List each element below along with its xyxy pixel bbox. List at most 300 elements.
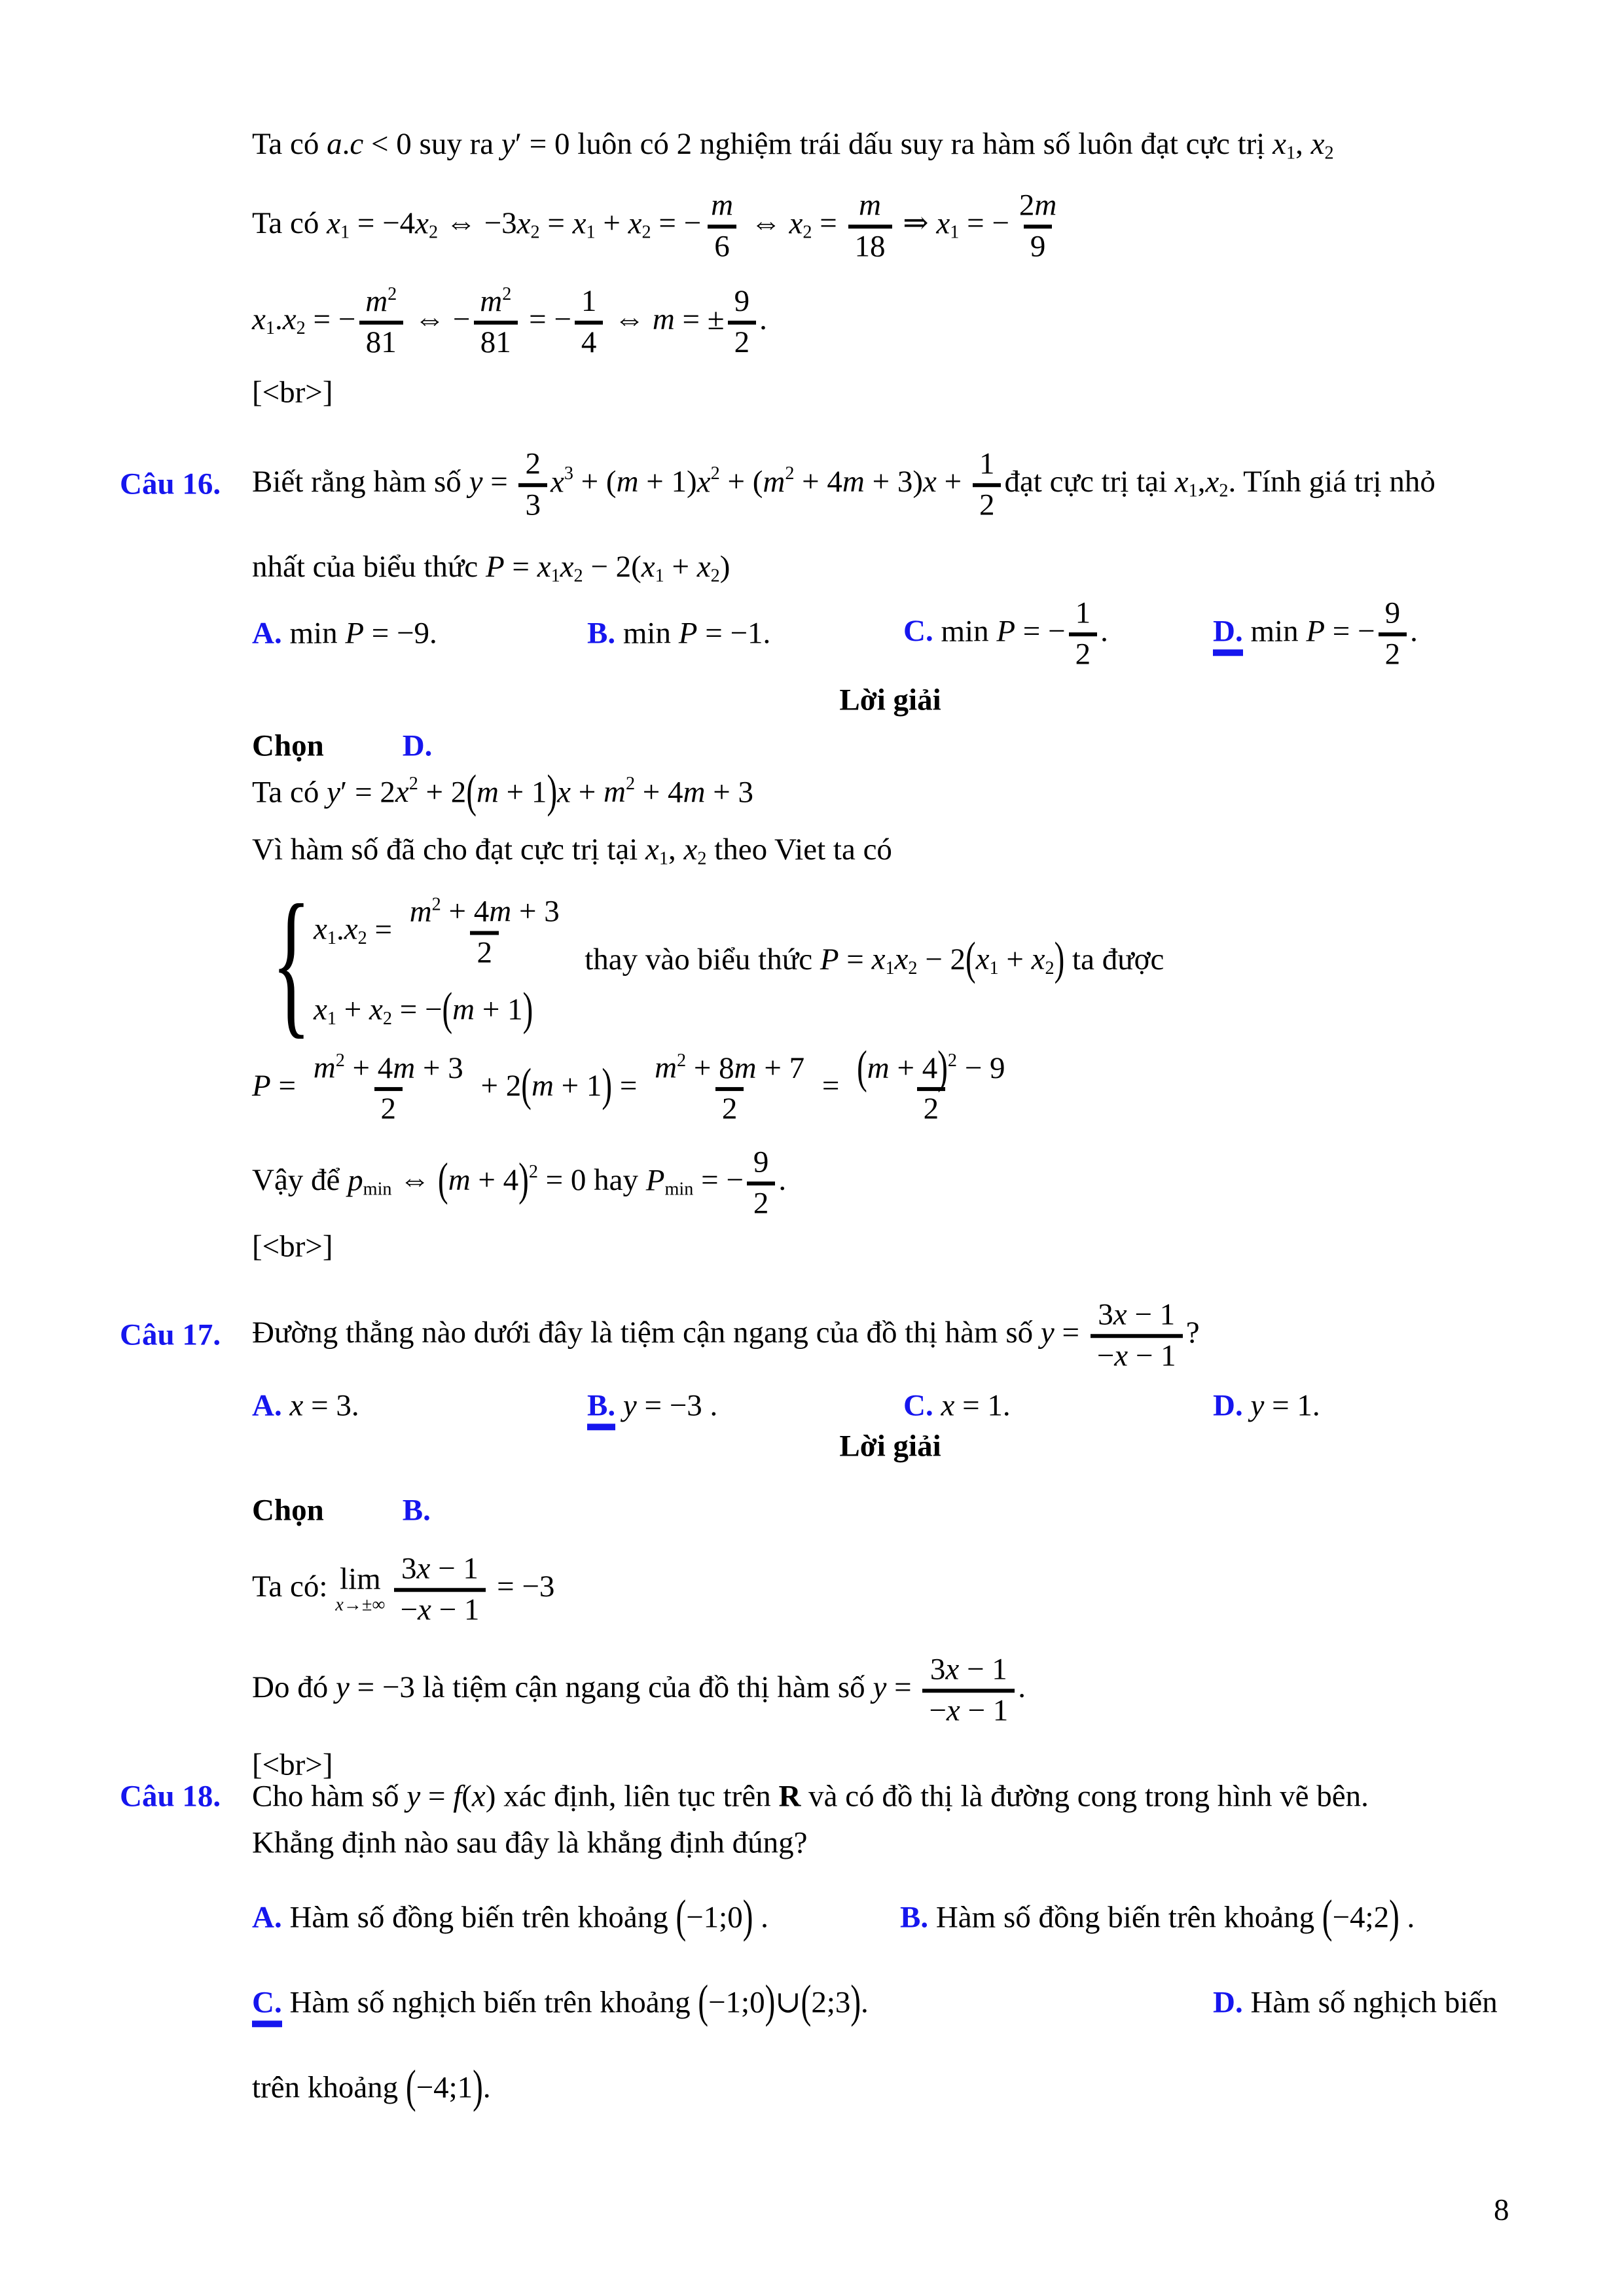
math-variable: x [1205,464,1219,499]
fraction [973,447,1001,522]
fraction-numerator [575,285,604,321]
fraction-denominator [848,224,892,263]
system-row [314,984,569,1035]
tall-paren: ( [521,1060,532,1111]
math-variable: x [894,942,909,977]
subscripted-term [314,992,336,1029]
math-variable: m [867,1050,890,1085]
math-text: Ta có [252,127,327,162]
option-letter: D. [1213,1985,1243,2020]
fraction-denominator [922,1689,1015,1727]
fraction-numerator [403,895,566,931]
superscripted-term [550,465,573,499]
math-text: ⇔ [743,206,789,240]
tall-paren: ) [742,1892,753,1943]
math-text: − 1 [960,1693,1009,1727]
math-text: = [482,464,516,499]
math-text: = [270,1068,304,1103]
math-text: ta được [1064,942,1164,977]
tall-paren: ) [850,1977,861,2028]
system-row [314,895,569,969]
math-text: . [861,1985,869,2020]
math-variable: x [557,775,571,810]
limit-word: lim [340,1562,381,1596]
math-text: − 1 [1128,1338,1176,1372]
system-brace: { [272,871,311,1053]
limit-subscript [335,1596,385,1614]
option-text [1250,1985,1497,2019]
fraction-numerator [1069,596,1098,632]
question-16-body-line-1 [252,447,1435,522]
math-text: = [886,1670,920,1704]
tall-paren: ) [518,1154,529,1206]
superscripted-term [480,285,511,318]
subscripted-term [415,206,439,243]
fraction-numerator [973,447,1001,483]
option-letter: C. [903,613,933,648]
math-variable: x [1031,942,1045,977]
subscript: 2 [803,222,812,243]
subscripted-term [936,206,960,243]
math-text: 2 [734,325,750,359]
solution-equation-line [252,1042,1015,1126]
question-17-option-b-correct [587,1388,717,1424]
math-text: − 9 [957,1050,1005,1085]
superscripted-term [697,465,720,499]
math-variable: P [678,616,698,651]
math-variable: y [1040,1315,1055,1350]
math-text: →±∞ [343,1594,386,1615]
math-text: = [504,550,537,584]
option-text [289,1892,768,1943]
question-17-label: Câu 17. [120,1318,221,1352]
math-text: . [336,912,344,946]
question-17-option-c [903,1388,1011,1424]
subscripted-term [645,1162,694,1200]
math-text: + 4 [889,1050,938,1085]
math-text: Cho hàm số [252,1779,407,1814]
math-variable: x [369,992,383,1027]
question-16-body-line-2 [252,549,730,587]
fraction-numerator [518,447,547,483]
subscript: 2 [296,318,306,339]
math-variable: m [763,464,785,499]
math-variable: x [1174,464,1189,499]
math-text: − 1 [431,1592,480,1626]
math-text: + 3 [415,1050,463,1085]
solution-heading: Lời giải [839,683,941,717]
math-text: + 1 [498,775,547,810]
math-variable: m [683,775,706,810]
fraction-denominator [394,1588,486,1626]
subscript: 1 [989,958,999,979]
math-text: , [668,833,684,867]
math-text: Do đó [252,1670,336,1704]
fraction-numerator [1013,188,1063,224]
math-text: Ta có [252,206,327,240]
math-variable: x [1113,1297,1127,1332]
math-text: theo Viet ta có [706,833,892,867]
subscripted-term [645,833,668,867]
math-text: 9 [753,1145,769,1179]
math-variable: x [941,1388,955,1423]
superscript: 2 [710,463,720,484]
math-variable: x [471,1779,486,1814]
math-bold-symbol: R [778,1779,801,1814]
subscripted-term [282,302,306,339]
option-text [289,616,437,650]
math-text: = 1. [954,1388,1011,1423]
math-text: . Tính giá trị nhỏ [1228,464,1435,499]
math-text: 2 [380,1092,396,1126]
math-variable: m [734,1050,757,1085]
math-text: + [336,992,369,1027]
math-text: = −3 là tiệm cận ngang của đồ thị hàm số [349,1670,873,1704]
subscripted-term [537,550,560,584]
fraction-numerator [850,1042,1011,1094]
math-text: − 2( [583,550,641,584]
superscript: 3 [564,463,573,484]
math-text: = − [521,302,571,336]
solution-text-line [252,126,1334,164]
math-text: 2 [1075,637,1091,671]
fraction [1013,188,1063,263]
math-variable: P [485,550,505,584]
math-text: Ta có: [252,1569,336,1604]
option-text [935,1892,1415,1943]
solution-equation-line [252,766,754,818]
math-text: + 2 [473,1068,522,1103]
math-text: 1 [1075,596,1091,630]
math-text: 2 [1019,188,1035,223]
math-text: ⇒ [895,206,937,240]
fraction [704,188,740,263]
math-text: −1;0 [686,1900,743,1935]
math-text: = − [1325,613,1375,648]
fraction-numerator [1379,596,1407,632]
spacer [933,1388,941,1422]
math-text: Hàm số nghịch biến trên khoảng [289,1985,698,2020]
math-text: + ( [573,464,617,499]
math-variable: m [652,302,675,336]
question-16-label: Câu 16. [120,467,221,501]
fraction [473,285,518,359]
superscripted-term [948,1051,957,1085]
subscripted-term [344,912,367,949]
answer-choice-line [252,728,432,764]
question-18-option-c-correct [252,1977,869,2028]
fraction-numerator [1091,1298,1182,1334]
math-text: − 2 [917,942,966,977]
math-text: − 1 [959,1652,1007,1687]
math-text: + [998,942,1032,977]
subscripted-term [516,206,540,243]
math-text: 2 [923,1092,939,1126]
math-text: = [1054,1315,1087,1350]
math-text: . [1399,1900,1415,1935]
math-variable: x [252,302,266,336]
math-variable: x [936,206,950,240]
subscript: 2 [357,928,367,949]
fraction-numerator [395,1552,485,1588]
math-text: + 4 [470,1162,519,1197]
math-text: . [778,1162,787,1197]
subscript: 1 [1286,143,1296,164]
fraction-numerator [307,1051,470,1087]
math-text: Hàm số đồng biến trên khoảng [935,1900,1322,1935]
math-variable: m [365,284,388,319]
subscripted-term [684,833,707,867]
subscripted-term [895,942,918,977]
math-text: ⇔ −3 [438,206,517,240]
math-text: 18 [854,229,886,263]
subscripted-term [1032,942,1055,977]
math-text: = 1. [1264,1388,1320,1423]
spacer [282,1388,290,1422]
fraction [747,1145,776,1220]
spacer [615,616,623,650]
superscripted-term [763,465,794,499]
subscript: 2 [641,222,651,243]
fraction [922,1653,1015,1727]
math-text: 4 [581,325,597,359]
question-16-option-c [903,596,1108,671]
fraction [307,1051,470,1126]
math-variable: y [501,127,515,162]
math-text: 1 [979,446,995,481]
math-text: min [1250,613,1307,648]
subscripted-term [789,206,812,243]
math-text: 2 [753,1186,769,1220]
break-marker: [<br>] [252,1748,333,1782]
option-text [623,1388,717,1422]
math-text: − [929,1693,947,1727]
option-letter-underlined: C. [252,1985,282,2027]
fraction-denominator [715,1087,744,1126]
math-text: 2 [477,935,492,970]
math-variable: x [550,464,564,499]
tall-paren: ) [522,984,533,1035]
math-variable: m [842,464,865,499]
math-variable: x [628,206,642,240]
subscript: 2 [697,848,707,869]
math-text: + 3 [705,775,754,810]
math-text: nhất của biểu thức [252,550,486,584]
math-text: + [595,206,628,240]
superscripted-term [604,775,635,809]
math-variable: x [871,942,886,977]
math-text: = [367,912,400,946]
solution-heading: Lời giải [839,1429,941,1463]
chon-label: Chọn [252,1493,324,1528]
fraction [848,188,892,263]
math-text: = − [1015,613,1066,648]
question-18-option-b [900,1892,1415,1943]
math-text: Đường thẳng nào dưới đây là tiệm cận ngang của đồ thị hàm số [252,1315,1041,1350]
subscripted-term [872,942,895,977]
spacer [282,616,290,650]
fraction [403,895,566,969]
subscript: 1 [885,958,895,979]
fraction-denominator [747,1181,776,1220]
question-18-label: Câu 18. [120,1779,221,1814]
question-18-option-a [252,1892,768,1943]
fraction-denominator [728,321,757,359]
solution-conclusion-line [252,1653,1026,1727]
tall-paren: ( [801,1977,812,2028]
math-text: + 4 [441,894,490,929]
fraction [394,1552,486,1626]
subscript: 2 [573,565,583,586]
question-18-option-d [1213,1984,1498,2020]
math-text: 81 [480,325,511,360]
fraction-numerator [648,1051,811,1087]
superscripted-term [365,285,397,318]
fraction-denominator [1379,632,1407,671]
tall-paren: ) [1389,1892,1399,1943]
math-text: 6 [714,229,730,263]
math-text: , [1295,127,1311,162]
spacer [1243,614,1251,648]
math-text: 2;3 [811,1985,851,2020]
fraction-numerator [852,188,888,224]
math-variable: y [469,464,483,499]
question-16-option-d-correct [1213,596,1418,671]
math-text: = [814,1068,848,1103]
question-17-option-d [1213,1388,1320,1424]
math-variable: y [873,1670,887,1704]
superscript: 2 [335,1050,345,1071]
fraction-numerator [359,285,403,321]
math-text: ′ = 0 luôn có 2 nghiệm trái dấu suy ra hàm số luôn đạt cực trị [514,127,1273,162]
subscript: min [664,1179,694,1200]
subscripted-term [641,550,664,584]
option-letter-underlined: D. [1213,614,1243,656]
subscript: 1 [1188,480,1198,501]
math-text: 1 [581,284,597,319]
subscripted-term [1175,465,1198,499]
math-variable: c [350,127,364,162]
math-text: + 3) [864,464,924,499]
math-text: −1;0 [708,1985,765,2020]
math-variable: x [696,464,711,499]
math-variable: y [327,775,341,810]
break-marker: [<br>] [252,1229,333,1264]
math-variable: m [859,188,881,223]
math-variable: x [789,206,803,240]
math-text: Vì hàm số đã cho đạt cực trị tại [252,833,646,867]
math-text: = − [651,206,702,240]
math-variable: x [1272,127,1286,162]
fraction [1069,596,1098,671]
math-text: đạt cực trị tại [1004,464,1175,499]
tall-paren: ) [547,766,558,818]
subscript: 1 [655,565,664,586]
superscript: 2 [408,774,418,795]
math-text: min [623,616,679,651]
math-variable: P [345,616,365,651]
math-text: ⇔ [391,1162,439,1197]
option-letter-underlined: B. [587,1388,615,1430]
math-text: + 4 [635,775,683,810]
math-variable: m [480,284,503,319]
math-variable: x [314,912,327,946]
chosen-answer: D. [402,728,433,763]
option-text [289,1388,359,1422]
math-text: Biết rằng hàm số [252,464,469,499]
math-text: ∪ [775,1985,801,2020]
math-variable: x [560,550,574,584]
math-text: = [612,1068,645,1103]
math-text: . [274,302,283,336]
math-text: 9 [1384,596,1401,630]
math-variable: x [645,833,659,867]
math-variable: x [395,775,409,810]
math-variable: m [448,1162,471,1197]
subscripted-term [1310,127,1334,164]
math-text: Khẳng định nào sau đây là khẳng định đúng? [252,1825,808,1860]
subscript: 1 [586,222,596,243]
solution-system-line [252,871,1164,1053]
math-text: + 7 [756,1050,805,1085]
question-18-body-line-2 [252,1825,807,1861]
math-text: . [1410,613,1418,648]
math-text: = −4 [350,206,416,240]
math-variable: x [641,550,655,584]
math-text: min [289,616,346,651]
math-text: 2 [979,488,995,522]
math-text: , [1197,464,1206,499]
math-variable: x [683,833,698,867]
subscript: 1 [340,222,350,243]
fraction [648,1051,811,1126]
math-text: ′ = 2 [340,775,395,810]
subscript: 2 [530,222,540,243]
math-text: = [839,942,872,977]
option-letter: B. [587,616,616,651]
math-text: 2 [1384,637,1401,671]
solution-limit-line [252,1552,554,1626]
chon-label: Chọn [252,728,324,763]
math-text: = [812,206,845,240]
math-text: 3 [1098,1297,1113,1332]
fraction [850,1042,1011,1126]
tall-paren: ( [438,1154,448,1206]
math-variable: m [393,1050,416,1085]
fraction-denominator [374,1087,403,1126]
math-text: −4;2 [1332,1900,1390,1935]
option-letter: C. [903,1388,933,1423]
equation-system [252,871,569,1053]
fraction-numerator [704,188,740,224]
math-variable: P [252,1068,271,1103]
fraction-denominator [1024,224,1053,263]
math-text: −4;1 [416,2070,473,2105]
option-text [1250,1388,1320,1422]
math-variable: x [327,206,341,240]
math-variable: a [327,127,342,162]
spacer [1243,1985,1251,2019]
tall-paren: ( [676,1892,687,1943]
math-variable: P [1306,613,1326,648]
fraction [518,447,547,522]
math-text: = − [391,992,442,1027]
question-16-option-a [252,615,437,651]
math-variable: x [282,302,297,336]
math-variable: m [489,894,512,929]
math-text: = − [693,1162,744,1197]
tall-paren: ( [466,766,477,818]
